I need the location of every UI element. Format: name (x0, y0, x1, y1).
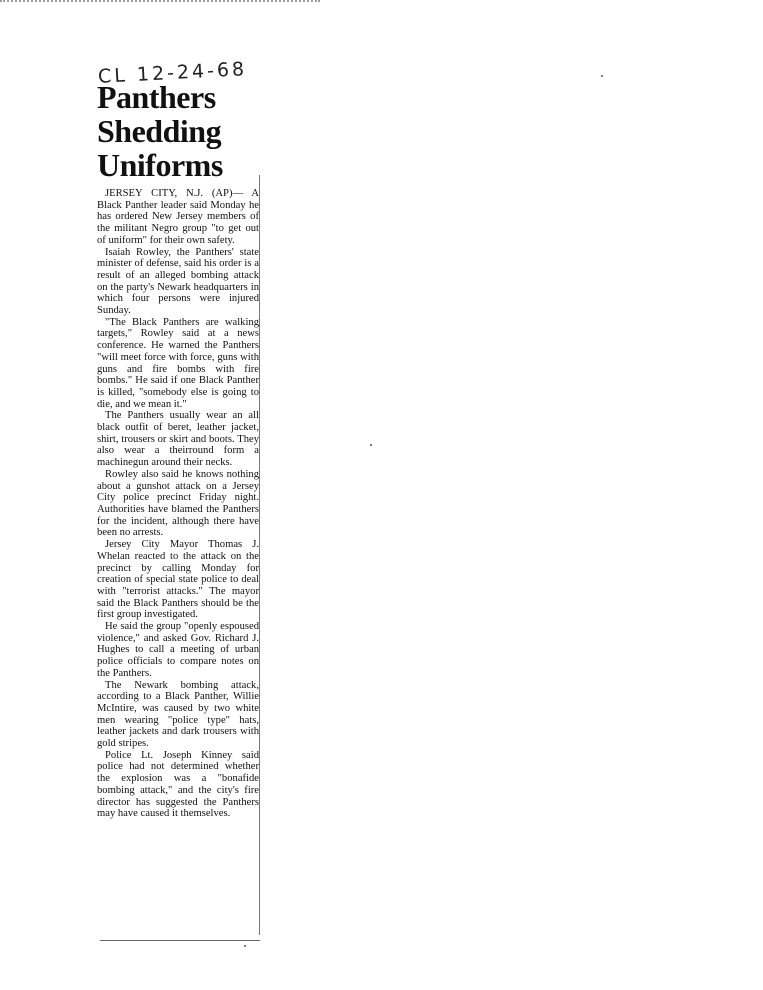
paragraph-text: A Black Panther leader said Monday he has ordered New Jersey members of the militant Negro group "to get out of uniform" for their own safety. (97, 188, 259, 246)
dateline: JERSEY CITY, N.J. (AP)— (105, 188, 244, 199)
article-paragraph (97, 188, 259, 247)
scan-speck (244, 945, 246, 947)
article-paragraph: Police Lt. Joseph Kinney said police had not determined whether the explosion was a "bonafide bombing attack," and the city's fire director has suggested the Panthers may have caused it themselves. (97, 749, 259, 820)
article-paragraph: Rowley also said he knows nothing about a gunshot attack on a Jersey City police precinct Friday night. Authorities have blamed the Panthers for the incident, although there have been no arrests. (97, 468, 259, 539)
article-paragraph: Jersey City Mayor Thomas J. Whelan reacted to the attack on the precinct by calling Monday for creation of special state police to deal with "terrorist attacks." The mayor said the Black Panthers should be the first group investigated. (97, 539, 259, 621)
handwritten-date-annotation: CL 12-24-68 (97, 58, 248, 88)
article-paragraph: The Newark bombing attack, according to a Black Panther, Willie McIntire, was caused by two white men wearing "police type" hats, leather jackets and dark trousers with gold stripes. (97, 679, 259, 750)
headline-line-1: Panthers (97, 79, 216, 115)
scan-speck (370, 444, 372, 446)
newspaper-clipping (97, 80, 259, 942)
clipping-bottom-rule (100, 940, 260, 941)
article-paragraph: He said the group "openly espoused violence," and asked Gov. Richard J. Hughes to call a meeting of urban police officials to compare notes on the Panthers. (97, 621, 259, 679)
headline-line-3: Uniforms (97, 147, 223, 183)
article-paragraph: "The Black Panthers are walking targets," Rowley said at a news conference. He warned the Panthers "will meet force with force, guns with guns and fire bombs with fire bombs." He said if one Black Panther is killed, "somebody else is going to die, and we mean it." (97, 316, 259, 410)
clipping-right-edge (259, 175, 261, 935)
headline (97, 80, 259, 182)
article-body (97, 188, 259, 820)
headline-line-2: Shedding (97, 113, 222, 149)
article-paragraph: The Panthers usually wear an all black outfit of beret, leather jacket, shirt, trousers or skirt and boots. They also wear a theirround form a machinegun around their necks. (97, 410, 259, 469)
top-dotted-border (0, 0, 320, 4)
scan-speck (601, 75, 603, 77)
article-paragraph: Isaiah Rowley, the Panthers' state minister of defense, said his order is a result of an alleged bombing attack on the party's Newark headquarters in which four persons were injured Sunday. (97, 246, 259, 317)
